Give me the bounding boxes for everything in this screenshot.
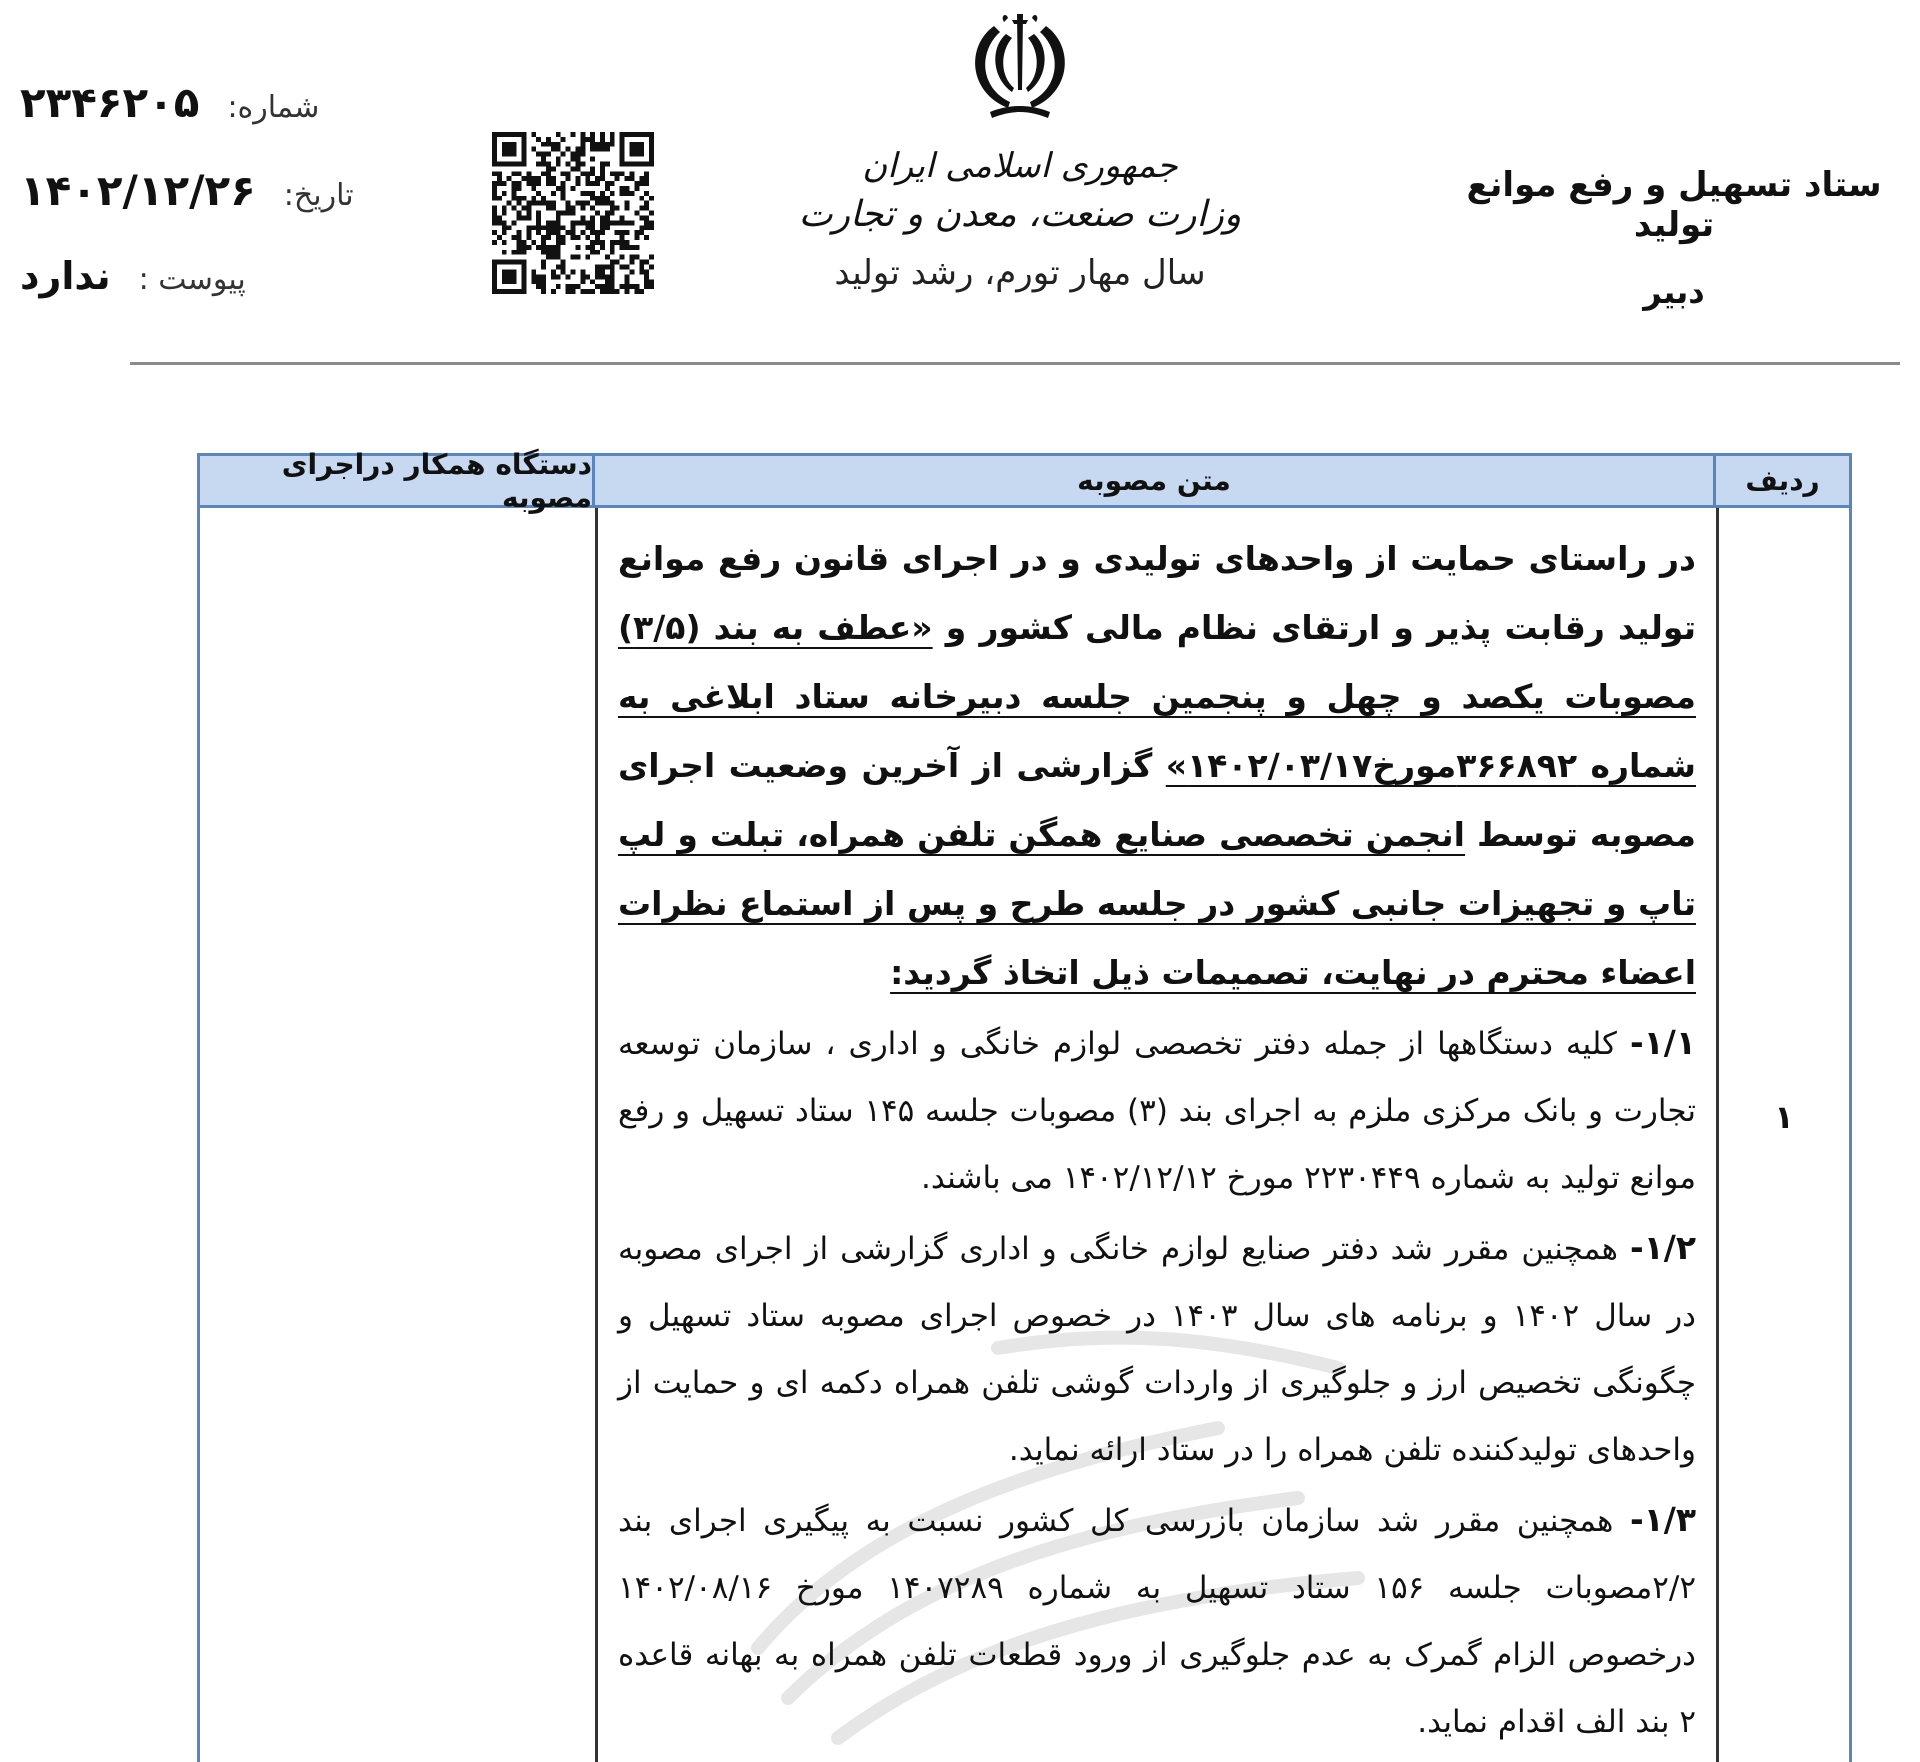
header-partner-agency: دستگاه همکار دراجرای مصوبه [281,447,592,514]
intro-part-2: «عطف به بند (۳/۵) مصوبات یکصد و چهل و پنجمین جلسه دبیرخانه ستاد ابلاغی به شماره ۳۶۶۸۹۲مورخ۱۴۰۲/۰۳/۱۷» [618,608,1696,785]
letter-attachment-row [20,254,340,342]
letter-meta [20,78,354,342]
item-number: ۱/۱- [1629,1023,1696,1062]
ministry-name: وزارت صنعت، معدن و تجارت [798,194,1242,235]
header-row-number: ردیف [1713,456,1849,505]
letter-number-value: ۲۳۴۶۲۰۵ [20,78,200,127]
intro-part-1: در راستای حمایت از واحدهای تولیدی و در اجرای قانون رفع موانع تولید رقابت پذیر و ارتقای نظام مالی کشور و [618,539,1696,647]
letter-date-value: ۱۴۰۲/۱۲/۲۶ [20,166,256,215]
resolution-item [618,1009,1696,1212]
item-number: ۱/۳- [1629,1500,1696,1539]
item-text: همچنین مقرر شد دفتر صنایع لوازم خانگی و اداری گزارشی از اجرای مصوبه در سال ۱۴۰۲ و برنامه های سال ۱۴۰۳ در خصوص اجرای مصوبه ستاد تسهیل و چگونگی تخصیص ارز و جلوگیری از واردات گوشی تلفن همراه دکمه ای و حمایت از واحدهای تولیدکننده تلفن همراه را در ستاد ارائه نماید. [618,1231,1696,1468]
letter-date-label: تاریخ: [283,178,354,213]
item-text: همچنین مقرر شد سازمان بازرسی کل کشور نسبت به پیگیری اجرای بند ۲/۲مصوبات جلسه ۱۵۶ ستاد تسهیل به شماره ۱۴۰۷۲۸۹ مورخ ۱۴۰۲/۰۸/۱۶ درخصوص الزام گمرک به عدم جلوگیری از ورود قطعات تلفن همراه به بهانه قاعده ۲ بند الف اقدام نماید. [618,1503,1696,1740]
resolution-item [618,1486,1696,1756]
letter-number-label: شماره: [227,90,320,125]
row-number-cell [1716,508,1849,1762]
organization-title: ستاد تسهیل و رفع موانع تولید [1466,165,1882,245]
resolution-text-cell [595,508,1716,1762]
header-divider [130,362,1900,365]
resolution-table [197,447,1852,1762]
letter-attachment-value: ندارد [20,254,111,298]
intro-paragraph [618,524,1696,1007]
qr-code-icon [492,132,654,294]
year-slogan: سال مهار تورم، رشد تولید [834,253,1206,293]
letter-date-row [20,166,354,254]
header-resolution-text: متن مصوبه [592,456,1713,505]
partner-agency-cell [200,508,595,1762]
gov-name: جمهوری اسلامی ایران [862,146,1178,186]
iran-emblem-icon [960,8,1080,126]
organization-subtitle: دبیر [1643,273,1705,311]
organization-block [1444,165,1904,311]
ministry-header [780,8,1260,293]
row-number: ۱ [1774,1098,1794,1136]
resolution-item [618,1214,1696,1484]
intro-part-3: گزارشی از آخرین وضعیت اجرای مصوبه توسط [618,746,1696,854]
table-header-row [197,447,1852,514]
item-number: ۱/۲- [1629,1228,1696,1267]
letter-attachment-label: پیوست : [138,262,246,297]
table-row [197,508,1852,1762]
item-text: کلیه دستگاهها از جمله دفتر تخصصی لوازم خانگی و اداری ، سازمان توسعه تجارت و بانک مرکزی ملزم به اجرای بند (۳) مصوبات جلسه ۱۴۵ ستاد تسهیل و رفع موانع تولید به شماره ۲۲۳۰۴۴۹ مورخ ۱۴۰۲/۱۲/۱۲ می باشند. [618,1026,1696,1196]
intro-part-4: انجمن تخصصی صنایع همگن تلفن همراه، تبلت و لپ تاپ و تجهیزات جانبی کشور در جلسه طرح و پس از استماع نظرات اعضاء محترم در نهایت، تصمیمات ذیل اتخاذ گردید: [618,815,1696,992]
letter-number-row [20,78,340,166]
